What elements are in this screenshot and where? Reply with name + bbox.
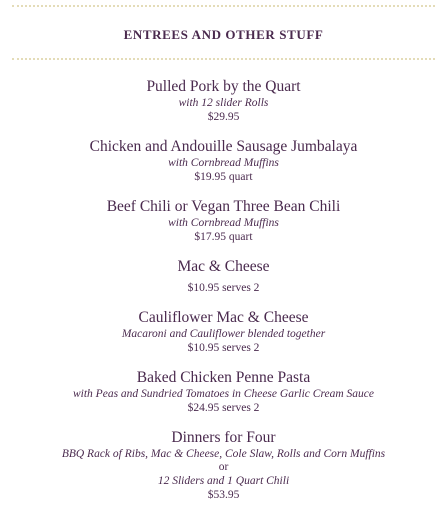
menu-item-name: Chicken and Andouille Sausage Jumbalaya [89, 138, 358, 155]
menu-item-dinners-for-four [0, 429, 447, 502]
menu-item-description: Macaroni and Cauliflower blended together [121, 328, 326, 340]
menu-item-price: $29.95 [207, 111, 240, 123]
menu-item-name: Beef Chili or Vegan Three Bean Chili [106, 198, 341, 215]
menu-item-cauliflower-mac [0, 309, 447, 355]
menu-item-pulled-pork [0, 78, 447, 124]
menu-item-description: with Peas and Sundried Tomatoes in Cheese Garlic Cream Sauce [73, 388, 374, 400]
menu-item-name: Baked Chicken Penne Pasta [136, 369, 311, 386]
menu-item-name: Pulled Pork by the Quart [146, 78, 301, 95]
menu-item-name: Mac & Cheese [177, 258, 270, 275]
menu-item-or-separator: or [218, 461, 229, 473]
menu-item-description-alt: 12 Sliders and 1 Quart Chili [157, 475, 290, 487]
menu-item-chili [0, 198, 447, 244]
menu-item-description: BBQ Rack of Ribs, Mac & Cheese, Cole Slaw, Rolls and Corn Muffins [61, 448, 386, 460]
menu-item-jumbalaya [0, 138, 447, 184]
menu-item-price: $19.95 quart [194, 171, 253, 183]
top-dotted-divider [12, 5, 435, 7]
menu-item-description: with Cornbread Muffins [168, 217, 279, 229]
menu-list [0, 78, 447, 516]
menu-item-price: $53.95 [207, 489, 240, 501]
menu-item-price: $10.95 serves 2 [187, 342, 260, 354]
menu-item-description: with Cornbread Muffins [168, 157, 279, 169]
menu-item-penne-pasta [0, 369, 447, 415]
section-title: ENTREES AND OTHER STUFF [123, 27, 324, 42]
menu-item-name: Cauliflower Mac & Cheese [138, 309, 309, 326]
menu-item-price: $17.95 quart [194, 231, 253, 243]
menu-item-price: $10.95 serves 2 [187, 282, 260, 294]
title-dotted-divider [12, 58, 435, 60]
menu-item-name: Dinners for Four [171, 429, 276, 446]
menu-item-description: with 12 slider Rolls [178, 97, 269, 109]
menu-item-price: $24.95 serves 2 [187, 402, 260, 414]
menu-item-mac-and-cheese [0, 258, 447, 295]
